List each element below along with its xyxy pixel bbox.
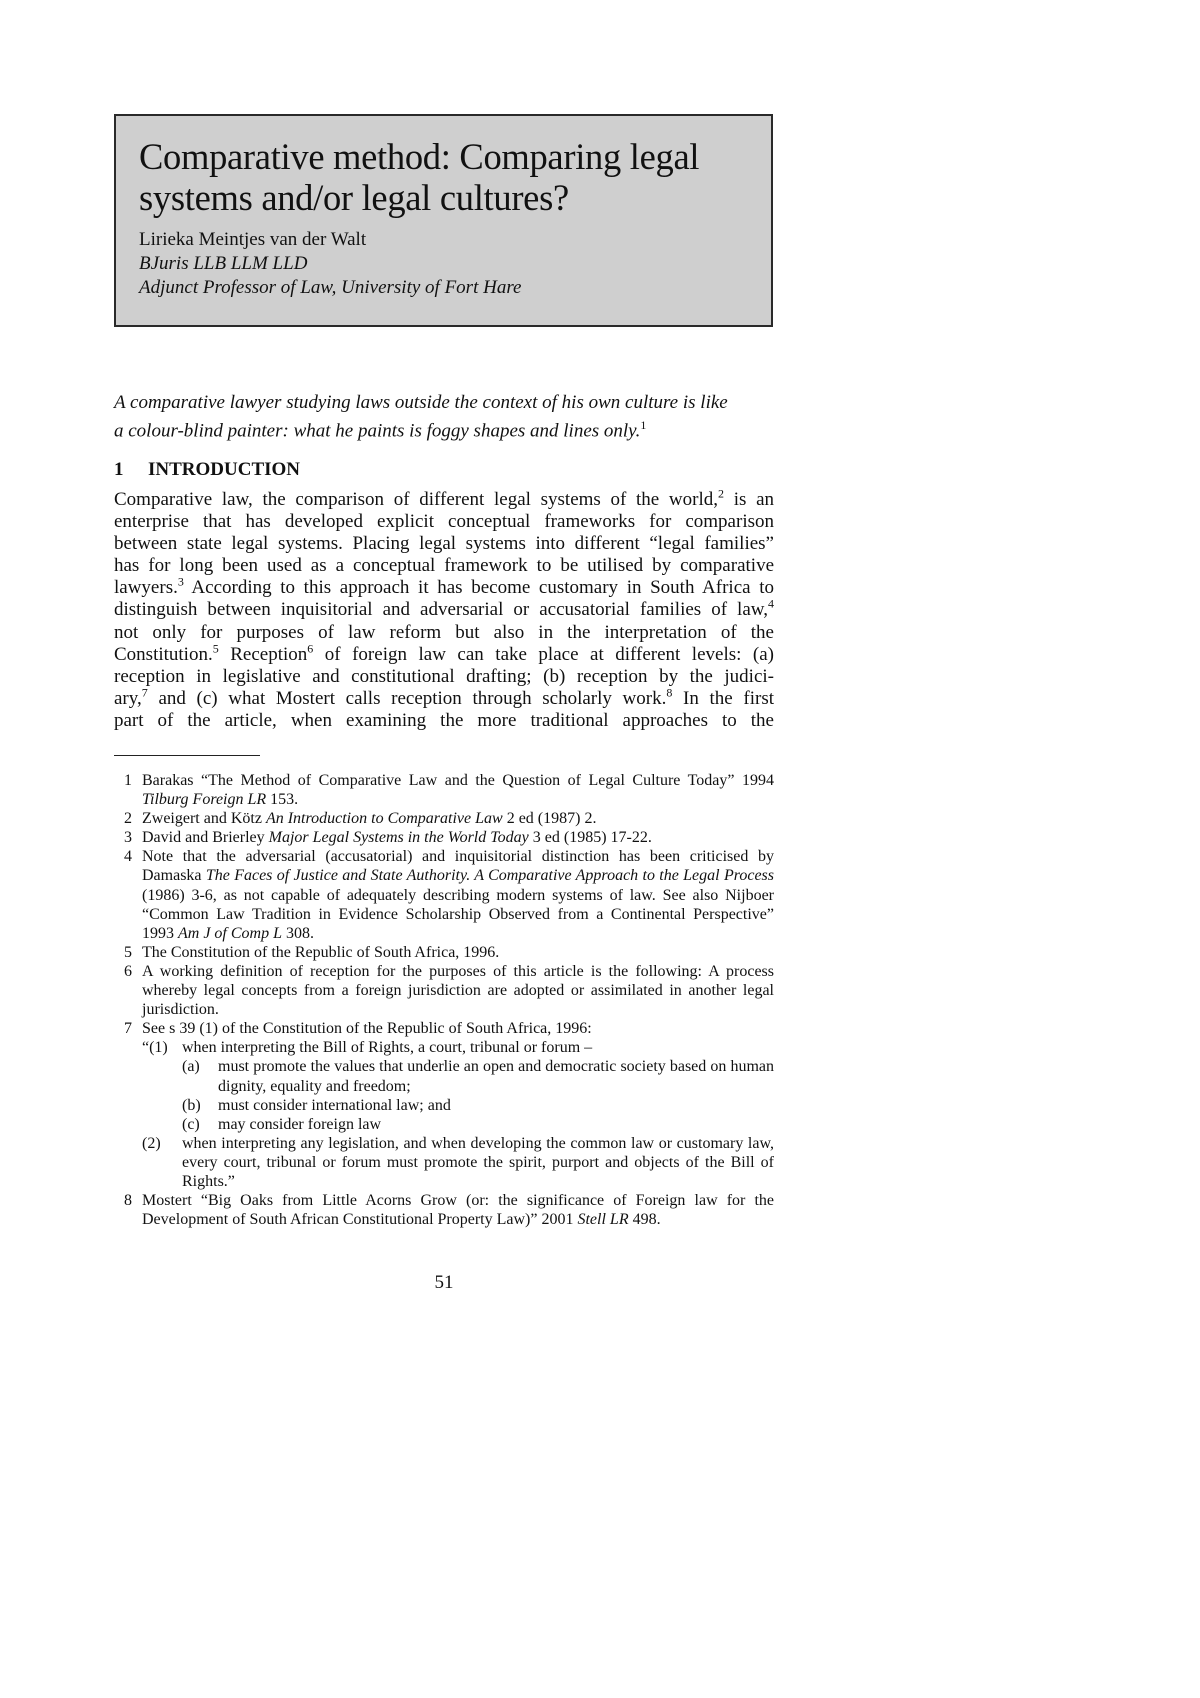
footnote-text: See s 39 (1) of the Constitution of the Republic of South Africa, 1996:	[142, 1020, 592, 1038]
body-line	[114, 641, 774, 666]
footnote-text: 308.	[282, 924, 314, 942]
body-text-run: of foreign law can take place at different levels: (a)	[313, 643, 774, 665]
body-text-run: In the first	[672, 687, 774, 709]
footnote-ref: 8	[666, 685, 673, 700]
quoted-subsection-2	[114, 1134, 774, 1191]
footnote-4	[114, 847, 774, 942]
quoted-item-b	[114, 1096, 774, 1115]
body-text-run: has for long been used as a conceptual framework to be utilised by comparative	[114, 555, 774, 577]
footnote-source: Major Legal Systems in the World Today	[268, 829, 529, 847]
body-line	[114, 486, 774, 511]
quoted-item-c	[114, 1115, 774, 1134]
item-label: (b)	[182, 1096, 201, 1114]
epigraph-line-1: A comparative lawyer studying laws outside the context of his own culture is like	[114, 392, 728, 413]
footnote-separator	[114, 755, 260, 756]
body-text-run: distinguish between inquisitorial and adversarial or accusatorial families of law,	[114, 599, 768, 621]
epigraph	[114, 391, 774, 442]
footnote-2	[114, 809, 774, 828]
footnote-1	[114, 771, 774, 809]
body-text-run: lawyers.	[114, 577, 178, 599]
article-title	[139, 136, 749, 218]
title-box	[114, 114, 773, 327]
subsection-text: when interpreting the Bill of Rights, a court, tribunal or forum –	[182, 1039, 593, 1057]
body-line	[114, 685, 774, 710]
body-text-run: According to this approach it has become customary in South Africa to	[183, 577, 774, 599]
footnote-text: Note that the adversarial (accusatorial) and inquisitorial distinction has been criticised by Damaska	[142, 848, 774, 885]
author-degrees: BJuris LLB LLM LLD	[139, 253, 308, 274]
subsection-text: when interpreting any legislation, and when developing the common law or customary law, every court, tribunal or forum must promote the spirit, purport and objects of the Bill of Rights.”	[182, 1134, 774, 1190]
epigraph-footnote-ref: 1	[640, 418, 647, 432]
body-text-run: and (c) what Mostert calls reception through scholarly work.	[147, 687, 667, 709]
body-text	[114, 486, 774, 732]
footnote-text: David and Brierley	[142, 829, 269, 847]
section-heading	[114, 459, 300, 481]
footnote-ref: 5	[212, 641, 219, 656]
footnote-text: Mostert “Big Oaks from Little Acorns Grow (or: the significance of Foreign law for the Development of South African Constitutional Property Law)” 2001	[142, 1192, 774, 1229]
footnote-number: 5	[124, 943, 132, 961]
footnote-number: 3	[124, 829, 132, 847]
footnote-number: 1	[124, 772, 132, 789]
footnote-ref: 3	[177, 575, 184, 590]
author-affiliation: Adjunct Professor of Law, University of Fort Hare	[139, 277, 522, 298]
body-text-run: part of the article, when examining the more traditional approaches to the	[114, 709, 774, 731]
body-text-run: Reception	[218, 643, 308, 665]
author-name: Lirieka Meintjes van der Walt	[139, 229, 367, 250]
title-line-1: Comparative method: Comparing legal	[139, 136, 700, 177]
subsection-label: (2)	[142, 1134, 161, 1152]
body-text-run: Constitution.	[114, 643, 213, 665]
section-number: 1	[114, 459, 124, 480]
body-line	[114, 622, 774, 644]
item-label: (c)	[182, 1115, 200, 1133]
footnote-source: Tilburg Foreign LR	[142, 791, 267, 809]
footnote-7	[114, 1019, 774, 1038]
footnote-text: 2 ed (1987) 2.	[502, 810, 597, 828]
item-text: must promote the values that underlie an open and democratic society based on human dignity, equality and freedom;	[218, 1058, 774, 1095]
footnote-ref: 7	[141, 685, 148, 700]
body-line	[114, 666, 774, 688]
footnote-number: 7	[124, 1020, 132, 1038]
footnote-6	[114, 962, 774, 1019]
section-title: INTRODUCTION	[148, 459, 301, 480]
page-number: 51	[434, 1272, 454, 1293]
body-line	[114, 577, 774, 599]
body-text-run: ary,	[114, 687, 142, 709]
quoted-item-a	[114, 1057, 774, 1095]
epigraph-line-2: a colour-blind painter: what he paints is foggy shapes and lines only.	[114, 420, 641, 442]
footnote-ref: 2	[718, 486, 724, 501]
footnote-text: Barakas “The Method of Comparative Law and the Question of Legal Culture Today” 1994	[142, 772, 774, 789]
footnote-source: Am J of Comp L	[178, 924, 282, 942]
footnote-number: 6	[124, 962, 132, 980]
footnote-3	[114, 828, 774, 847]
body-text-run: is an	[724, 489, 774, 510]
footnote-source: Stell LR	[577, 1211, 629, 1229]
footnote-ref: 4	[768, 597, 774, 612]
body-line	[114, 710, 774, 732]
item-text: may consider foreign law	[218, 1115, 382, 1133]
footnote-text: Zweigert and Kötz	[142, 810, 266, 828]
footnote-number: 8	[124, 1192, 132, 1210]
footnote-ref: 6	[307, 641, 314, 656]
footnote-text: 3 ed (1985) 17-22.	[528, 829, 652, 847]
footnote-source: An Introduction to Comparative Law	[265, 810, 503, 828]
footnote-number: 2	[124, 810, 132, 828]
body-text-run: between state legal systems. Placing legal systems into different “legal families”	[114, 533, 774, 555]
body-text-run: Comparative law, the comparison of different legal systems of the world,	[114, 489, 718, 510]
footnote-8	[114, 1191, 774, 1229]
item-label: (a)	[182, 1058, 200, 1076]
footnote-text: 153.	[266, 791, 299, 809]
footnote-text: (1986) 3-6, as not capable of adequately describing modern systems of law. See also Nijboer “Common Law Tradition in Evidence Scholarship Observed from a Continental Perspective” 1993	[142, 886, 774, 942]
footnotes	[114, 771, 774, 1229]
body-line	[114, 511, 774, 533]
footnote-source: The Faces of Justice and State Authority. A Comparative Approach to the Legal Process	[205, 867, 775, 885]
body-text-run: enterprise that has developed explicit conceptual frameworks for comparison	[114, 511, 774, 533]
subsection-label: “(1)	[142, 1039, 168, 1057]
quoted-subsection-1	[114, 1038, 774, 1057]
body-line	[114, 555, 774, 577]
body-line	[114, 533, 774, 555]
item-text: must consider international law; and	[218, 1096, 451, 1114]
title-line-2: systems and/or legal cultures?	[139, 177, 569, 218]
body-text-run: not only for purposes of law reform but also in the interpretation of the	[114, 621, 774, 643]
footnote-number: 4	[124, 848, 132, 866]
footnote-text: 498.	[628, 1211, 661, 1229]
footnote-text: The Constitution of the Republic of South Africa, 1996.	[142, 943, 500, 961]
body-line	[114, 599, 774, 621]
body-text-run: reception in legislative and constitutional drafting; (b) reception by the judici-	[114, 665, 774, 687]
footnote-text: A working definition of reception for the purposes of this article is the following: A process whereby legal concepts from a foreign jurisdiction are adopted or assimilated in another legal jurisdiction.	[142, 962, 774, 1019]
footnote-5	[114, 943, 774, 962]
